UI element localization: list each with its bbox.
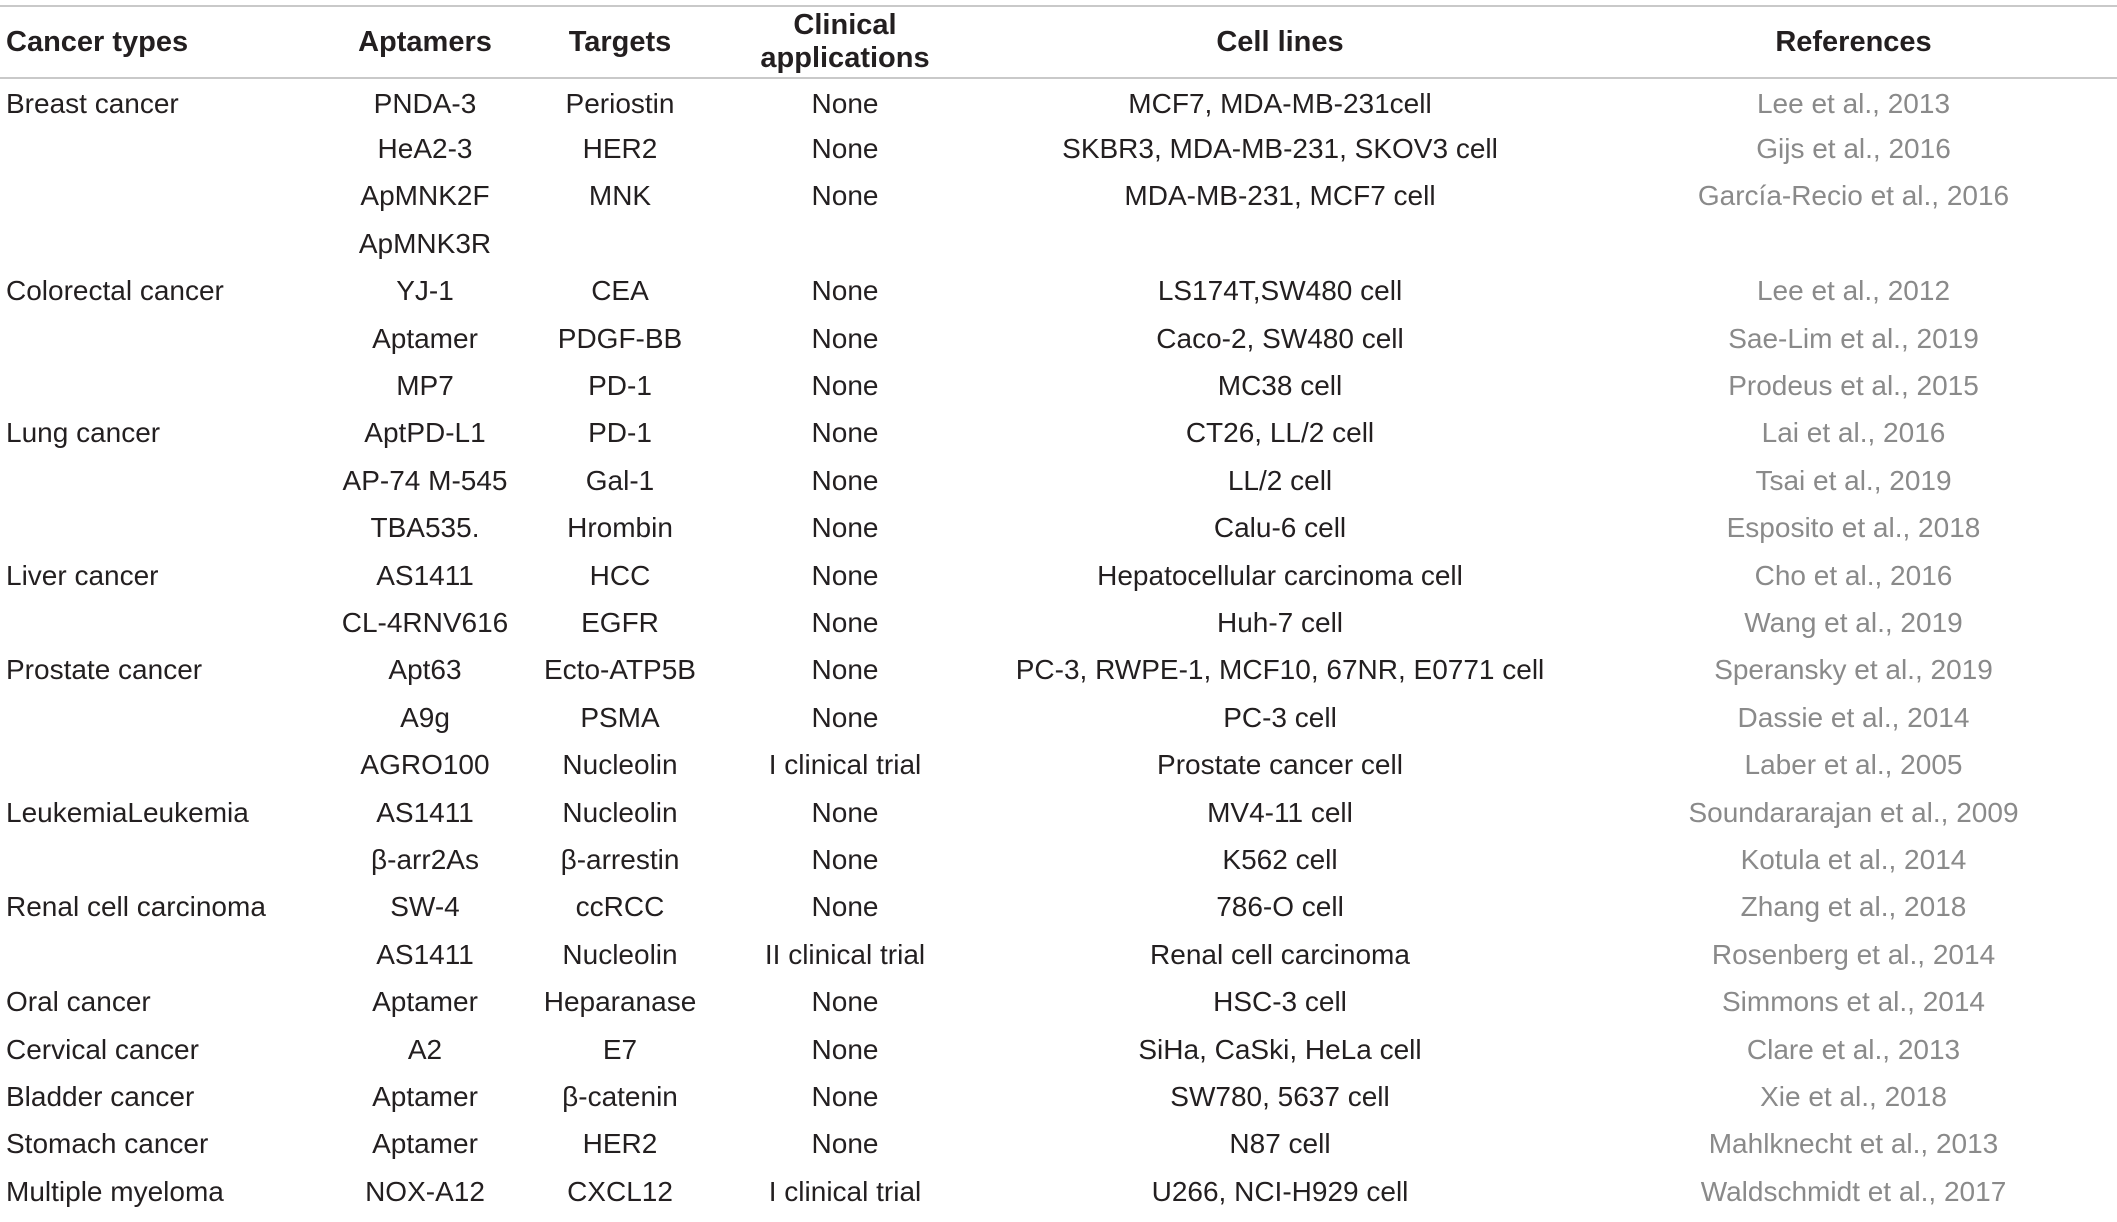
cell-reference: Sae-Lim et al., 2019 [1728,322,1979,354]
cell-target: β-arrestin [560,843,680,875]
cell-target: PD-1 [588,417,652,449]
cell-target: CXCL12 [567,1175,673,1207]
cell-target: Nucleolin [562,796,678,828]
cell-reference: Dassie et al., 2014 [1737,701,1970,733]
cell-cell-lines: LS174T,SW480 cell [1157,275,1403,307]
cell-cancer-type [0,362,330,409]
cell-target: PD-1 [588,370,652,402]
table-row [0,1073,2117,1120]
cell-cancer-type: Prostate cancer [6,654,203,686]
cell-clinical-application: None [811,133,879,165]
cell-aptamer: AGRO100 [360,749,490,781]
cell-cancer-type [0,505,330,552]
cell-target: HER2 [582,1128,658,1160]
cell-reference: Esposito et al., 2018 [1726,512,1981,544]
cell-clinical-application: None [811,322,879,354]
cell-cell-lines: 786-O cell [1216,891,1344,923]
cell-target: Heparanase [543,986,697,1018]
cell-cell-lines: U266, NCI-H929 cell [1151,1175,1409,1207]
cell-cancer-type: Lung cancer [6,417,161,449]
table-row [0,931,2117,978]
cell-target: E7 [602,1033,638,1065]
table-row [0,647,2117,694]
header-row [0,6,2117,78]
cell-cell-lines: MV4-11 cell [1207,796,1353,828]
cell-cell-lines: MDA-MB-231, MCF7 cell [1124,180,1436,212]
cell-reference: Cho et al., 2016 [1754,559,1953,591]
cell-reference: Laber et al., 2005 [1744,749,1963,781]
cell-aptamer: AS1411 [376,796,474,828]
cell-reference: Rosenberg et al., 2014 [1711,938,1996,970]
cell-cancer-type [0,741,330,788]
cell-cancer-type: Bladder cancer [6,1080,195,1112]
cell-aptamer: ApMNK2F [360,180,490,212]
cell-clinical-application: None [811,654,879,686]
cell-reference: Speransky et al., 2019 [1714,654,1993,686]
cell-cell-lines: LL/2 cell [1227,464,1333,496]
cell-cell-lines: MCF7, MDA-MB-231cell [1128,88,1432,120]
header-cancer-types: Cancer types [0,6,330,78]
table-row [0,599,2117,646]
cell-clinical-application: None [811,512,879,544]
cell-cancer-type [0,599,330,646]
cell-target: CEA [591,275,649,307]
table-row [0,410,2117,457]
cell-cell-lines: Caco-2, SW480 cell [1156,322,1404,354]
cell-aptamer: ApMNK3R [358,227,492,259]
cell-cell-lines: Huh-7 cell [1216,606,1344,638]
cell-aptamer: A2 [407,1033,443,1065]
cell-cancer-type [0,220,330,267]
cell-cancer-type: Multiple myeloma [6,1175,224,1207]
cell-clinical-application: II clinical trial [764,938,926,970]
cell-target: Nucleolin [562,749,678,781]
cell-cancer-type [0,457,330,504]
table-row [0,836,2117,883]
header-targets: Targets [520,6,720,78]
cell-clinical-application: None [811,464,879,496]
cell-cancer-type: Stomach cancer [6,1128,209,1160]
table-row [0,552,2117,599]
cell-clinical-application: None [811,701,879,733]
table-row [0,884,2117,931]
cell-cancer-type [0,836,330,883]
cell-target: Ecto-ATP5B [544,654,696,686]
cell-cancer-type: Breast cancer [6,88,179,120]
cell-clinical-application: None [811,796,879,828]
cell-cell-lines: SW780, 5637 cell [1170,1080,1390,1112]
table-row [0,78,2117,125]
table-row [0,268,2117,315]
cell-clinical-application: None [811,843,879,875]
table-row [0,315,2117,362]
cell-cancer-type [0,315,330,362]
cell-reference: García-Recio et al., 2016 [1697,180,2010,212]
cell-reference: Zhang et al., 2018 [1740,891,1967,923]
cell-target: HER2 [582,133,658,165]
cell-cell-lines: PC-3, RWPE-1, MCF10, 67NR, E0771 cell [1015,654,1545,686]
cell-clinical-application: None [811,1033,879,1065]
cell-clinical-application: None [811,275,879,307]
cell-aptamer: AS1411 [376,559,474,591]
cell-cell-lines: N87 cell [1229,1128,1331,1160]
cell-clinical-application: None [811,1128,879,1160]
cell-aptamer: AS1411 [376,938,474,970]
cell-clinical-application: None [811,891,879,923]
cell-reference: Mahlknecht et al., 2013 [1708,1128,1999,1160]
cell-cell-lines: PC-3 cell [1223,701,1337,733]
cell-reference: Prodeus et al., 2015 [1728,370,1979,402]
cell-target: PDGF-BB [557,322,683,354]
cell-cell-lines: Renal cell carcinoma [1150,938,1410,970]
cell-aptamer: SW-4 [390,891,460,923]
cell-cell-lines [970,220,1590,267]
cell-cell-lines: HSC-3 cell [1213,986,1347,1018]
cell-target: Periostin [565,88,675,120]
table-row [0,1121,2117,1168]
table-row [0,125,2117,172]
cell-reference: Lai et al., 2016 [1761,417,1946,449]
cell-clinical-application: I clinical trial [768,1175,922,1207]
cell-target: HCC [589,559,651,591]
cell-aptamer: Aptamer [372,986,478,1018]
table-row [0,694,2117,741]
cell-target: Nucleolin [562,938,678,970]
cell-aptamer: PNDA-3 [373,88,477,120]
cell-aptamer: NOX-A12 [365,1175,485,1207]
header-clinical-applications: Clinical applications [720,6,970,78]
cell-reference: Lee et al., 2012 [1756,275,1951,307]
cell-clinical-application [720,220,970,267]
cell-cell-lines: Hepatocellular carcinoma cell [1097,559,1463,591]
cell-clinical-application: None [811,180,879,212]
cell-target: ccRCC [575,891,665,923]
cell-reference: Clare et al., 2013 [1746,1033,1961,1065]
cell-aptamer: CL-4RNV616 [341,606,509,638]
table-row [0,789,2117,836]
cell-reference: Simmons et al., 2014 [1721,986,1986,1018]
table-row [0,741,2117,788]
table-row [0,457,2117,504]
cell-aptamer: Aptamer [372,322,478,354]
cell-aptamer: MP7 [396,370,454,402]
cell-reference: Tsai et al., 2019 [1755,464,1952,496]
cell-clinical-application: None [811,370,879,402]
header-aptamers: Aptamers [330,6,520,78]
cell-clinical-application: None [811,559,879,591]
cell-target [520,220,720,267]
cell-aptamer: Apt63 [388,654,462,686]
cell-aptamer: Aptamer [372,1080,478,1112]
aptamer-table [0,5,2117,1215]
cell-target: β-catenin [562,1080,678,1112]
cell-aptamer: TBA535. [370,512,480,544]
header-cell-lines: Cell lines [970,6,1590,78]
cell-cancer-type [0,694,330,741]
cell-clinical-application: None [811,417,879,449]
cell-cell-lines: Calu-6 cell [1213,512,1347,544]
table-row [0,505,2117,552]
cell-cancer-type: Cervical cancer [6,1033,199,1065]
cell-reference [1590,220,2117,267]
cell-target: MNK [588,180,652,212]
header-references: References [1590,6,2117,78]
table-row [0,978,2117,1025]
table-header [0,6,2117,78]
cell-cancer-type: Colorectal cancer [6,275,224,307]
cell-clinical-application: None [811,606,879,638]
cell-reference: Waldschmidt et al., 2017 [1700,1175,2007,1207]
cell-aptamer: HeA2-3 [377,133,473,165]
aptamer-table-container [0,5,2117,1215]
table-row [0,362,2117,409]
cell-reference: Xie et al., 2018 [1760,1080,1947,1112]
cell-clinical-application: None [811,986,879,1018]
table-row [0,220,2117,267]
cell-aptamer: AP-74 M-545 [342,464,508,496]
cell-cell-lines: Prostate cancer cell [1157,749,1403,781]
cell-cell-lines: SKBR3, MDA-MB-231, SKOV3 cell [1062,133,1498,165]
cell-cell-lines: K562 cell [1222,843,1338,875]
cell-cancer-type: LeukemiaLeukemia [6,796,249,828]
cell-target: Hrombin [567,512,673,544]
cell-target: PSMA [580,701,660,733]
cell-cancer-type [0,125,330,172]
cell-reference: Lee et al., 2013 [1756,88,1951,120]
cell-cancer-type [0,931,330,978]
cell-clinical-application: None [811,88,879,120]
cell-cell-lines: CT26, LL/2 cell [1185,417,1375,449]
cell-reference: Wang et al., 2019 [1744,606,1963,638]
cell-clinical-application: I clinical trial [768,749,922,781]
cell-aptamer: Aptamer [372,1128,478,1160]
cell-cell-lines: MC38 cell [1217,370,1343,402]
cell-aptamer: β-arr2As [371,843,479,875]
cell-reference: Soundararajan et al., 2009 [1688,796,2019,828]
table-body [0,78,2117,1215]
cell-aptamer: AptPD-L1 [364,417,486,449]
cell-cancer-type: Oral cancer [6,986,151,1018]
cell-cell-lines: SiHa, CaSki, HeLa cell [1138,1033,1422,1065]
table-row [0,173,2117,220]
cell-clinical-application: None [811,1080,879,1112]
table-row [0,1168,2117,1215]
cell-cancer-type: Renal cell carcinoma [6,891,266,923]
cell-target: EGFR [581,606,659,638]
cell-aptamer: A9g [400,701,450,733]
cell-reference: Kotula et al., 2014 [1740,843,1967,875]
cell-reference: Gijs et al., 2016 [1756,133,1951,165]
cell-cancer-type: Liver cancer [6,559,159,591]
cell-aptamer: YJ-1 [396,275,454,307]
table-row [0,1026,2117,1073]
cell-cancer-type [0,173,330,220]
cell-target: Gal-1 [585,464,655,496]
